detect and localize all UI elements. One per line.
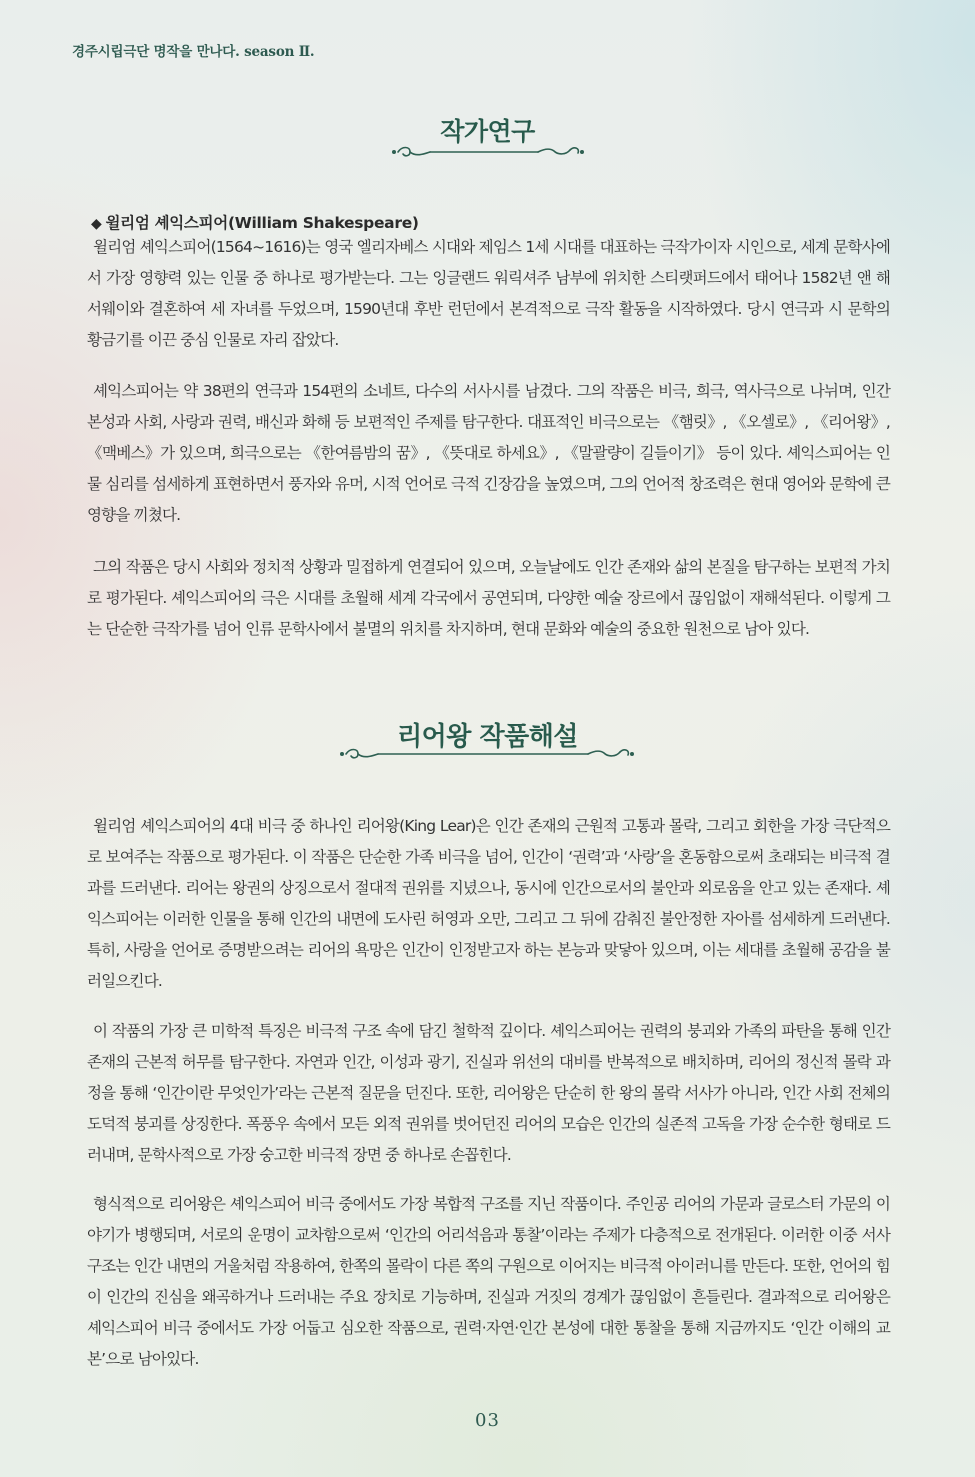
author-paragraph-1: 윌리엄 셰익스피어(1564~1616)는 영국 엘리자베스 시대와 제임스 1세 시대를 대표하는 극작가이자 시인으로, 세계 문학사에서 가장 영향력 있는 인물 중 하나로 평가받는다. 그는 잉글랜드 워릭셔주 남부에 위치한 스티랫퍼드에서 태어나 1582년 앤 해서웨이와 결혼하여 세 자녀를 두었으며, 1590년대 후반 런던에서 본격적으로 극작 활동을 시작하였다. 당시 연극과 시 문학의 황금기를 이끈 중심 인물로 자리 잡았다. bbox=[87, 238, 890, 349]
title-flourish-ornament bbox=[388, 143, 588, 161]
author-subhead bbox=[91, 211, 419, 233]
diamond-bullet-icon: ◆ bbox=[91, 216, 102, 232]
commentary-paragraph-2: 이 작품의 가장 큰 미학적 특징은 비극적 구조 속에 담긴 철학적 깊이다. 셰익스피어는 권력의 붕괴와 가족의 파탄을 통해 인간 존재의 근본적 허무를 탐구한다. 자연과 인간, 이성과 광기, 진실과 위선의 대비를 반복적으로 배치하며, 리어의 정신적 몰락 과정을 통해 ‘인간이란 무엇인가’라는 근본적 질문을 던진다. 또한, 리어왕은 단순히 한 왕의 몰락 서사가 아니라, 인간 사회 전체의 도덕적 붕괴를 상징한다. 폭풍우 속에서 모든 외적 권위를 벗어던진 리어의 모습은 인간의 실존적 고독을 가장 순수한 형태로 드러내며, 문학사적으로 가장 숭고한 비극적 장면 중 하나로 손꼽힌다. bbox=[87, 1022, 890, 1164]
series-header: 경주시립극단 명작을 만나다. season Ⅱ. bbox=[72, 44, 315, 60]
page-number: 03 bbox=[475, 1410, 500, 1431]
author-name: 윌리엄 셰익스피어(William Shakespeare) bbox=[105, 214, 419, 232]
author-paragraph-3: 그의 작품은 당시 사회와 정치적 상황과 밀접하게 연결되어 있으며, 오늘날에도 인간 존재와 삶의 본질을 탐구하는 보편적 가치로 평가된다. 셰익스피어의 극은 시대를 초월해 세계 각국에서 공연되며, 다양한 예술 장르에서 끊임없이 재해석된다. 이렇게 그는 단순한 극작가를 넘어 인류 문학사에서 불멸의 위치를 차지하며, 현대 문화와 예술의 중요한 원천으로 남아 있다. bbox=[87, 558, 890, 638]
section-title-author-study: 작가연구 bbox=[440, 117, 535, 146]
author-paragraph-2: 셰익스피어는 약 38편의 연극과 154편의 소네트, 다수의 서사시를 남겼다. 그의 작품은 비극, 희극, 역사극으로 나뉘며, 인간 본성과 사회, 사랑과 권력, 배신과 화해 등 보편적인 주제를 탐구한다. 대표적인 비극으로는 《햄릿》, 《오셀로》, 《리어왕》, 《맥베스》가 있으며, 희극으로는 《한여름밤의 꿈》, 《뜻대로 하세요》, 《말괄량이 길들이기》 등이 있다. 셰익스피어는 인물 심리를 섬세하게 표현하면서 풍자와 유머, 시적 언어로 극적 긴장감을 높였으며, 그의 언어적 창조력은 현대 영어와 문학에 큰 영향을 끼쳤다. bbox=[87, 382, 890, 524]
title-flourish-ornament bbox=[336, 745, 638, 763]
commentary-paragraph-1: 윌리엄 셰익스피어의 4대 비극 중 하나인 리어왕(King Lear)은 인간 존재의 근원적 고통과 몰락, 그리고 회한을 가장 극단적으로 보여주는 작품으로 평가된다. 이 작품은 단순한 가족 비극을 넘어, 인간이 ‘권력’과 ‘사랑’을 혼동함으로써 초래되는 비극적 결과를 드러낸다. 리어는 왕권의 상징으로서 절대적 권위를 지녔으나, 동시에 인간으로서의 불안과 외로움을 안고 있는 존재다. 셰익스피어는 이러한 인물을 통해 인간의 내면에 도사린 허영과 오만, 그리고 그 뒤에 감춰진 불안정한 자아를 섬세하게 드러낸다. 특히, 사랑을 언어로 증명받으려는 리어의 욕망은 인간이 인정받고자 하는 본능과 맞닿아 있으며, 이는 세대를 초월해 공감을 불러일으킨다. bbox=[87, 817, 890, 990]
commentary-paragraph-3: 형식적으로 리어왕은 셰익스피어 비극 중에서도 가장 복합적 구조를 지닌 작품이다. 주인공 리어의 가문과 글로스터 가문의 이야기가 병행되며, 서로의 운명이 교차함으로써 ‘인간의 어리석음과 통찰’이라는 주제가 다층적으로 전개된다. 이러한 이중 서사 구조는 인간 내면의 거울처럼 작용하여, 한쪽의 몰락이 다른 쪽의 구원으로 이어지는 비극적 아이러니를 만든다. 또한, 언어의 힘이 인간의 진심을 왜곡하거나 드러내는 주요 장치로 기능하며, 진실과 거짓의 경계가 끊임없이 흔들린다. 결과적으로 리어왕은 셰익스피어 비극 중에서도 가장 어둡고 심오한 작품으로, 권력·자연·인간 본성에 대한 통찰을 통해 지금까지도 ‘인간 이해의 교본’으로 남아있다. bbox=[87, 1195, 891, 1368]
section-title-work-commentary: 리어왕 작품해설 bbox=[397, 722, 578, 752]
